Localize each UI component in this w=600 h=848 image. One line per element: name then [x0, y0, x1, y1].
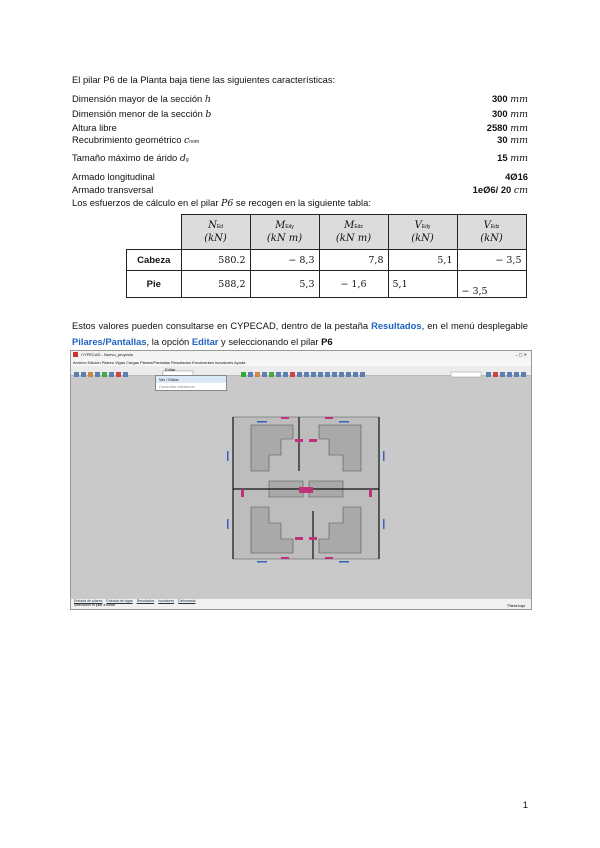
- status-text: Seleccione el pilar a editar: [74, 603, 116, 607]
- header-n-ed: NEd (kN): [181, 215, 250, 250]
- menu-item-consultar[interactable]: Consultar esfuerzos: [159, 384, 195, 389]
- window-controls[interactable]: – ▢ ✕: [515, 352, 527, 357]
- property-row: Altura libre 2580 mm: [72, 122, 528, 134]
- status-bar: [71, 599, 531, 609]
- intro-text: El pilar P6 de la Planta baja tiene las siguientes características:: [72, 74, 336, 85]
- table-row: [127, 250, 527, 271]
- dropdown-selected[interactable]: Editar: [165, 367, 176, 372]
- bottom-tabs[interactable]: Entrada de pilares Entrada de vigas Resultados Isovalores Deformada: [74, 599, 196, 603]
- row-label: Cabeza: [127, 250, 182, 271]
- table-cell: 588,2: [181, 271, 250, 298]
- table-cell: 5,1: [388, 250, 457, 271]
- header-m-edz: MEdz (kN m): [319, 215, 388, 250]
- status-right: Planta baja: [507, 604, 525, 608]
- property-row: Tamaño máximo de árido dg 15 mm: [72, 152, 528, 164]
- table-cell: − 1,6: [319, 271, 388, 298]
- forces-table: [126, 214, 527, 298]
- link-resultados: Resultados: [371, 320, 422, 331]
- instructions-paragraph: Estos valores pueden consultarse en CYPECAD, dentro de la pestaña Resultados, en el menú desplegable Pilares/Pantallas, la opción Editar y seleccionando el pilar P6: [72, 320, 529, 347]
- property-row: Armado transversal 1eØ6/ 20 cm: [72, 184, 528, 196]
- table-cell: − 3,5: [457, 271, 526, 298]
- header-v-edz: VEdz (kN): [457, 215, 526, 250]
- table-cell: 580.2: [181, 250, 250, 271]
- header-v-edy: VEdy (kN): [388, 215, 457, 250]
- app-icon: [73, 352, 78, 357]
- table-cell: − 3,5: [457, 250, 526, 271]
- toolbar[interactable]: [71, 366, 531, 376]
- table-row: [127, 271, 527, 298]
- table-header-row: [127, 215, 527, 250]
- menu-bar[interactable]: Archivo Edición Pilares Vigas Cargas Pilares/Pantallas Resultados Envolventes Isovalores Ayuda: [71, 359, 531, 366]
- link-editar: Editar: [191, 336, 219, 347]
- toolbar-icons[interactable]: [71, 370, 531, 379]
- window-titlebar: CYPECAD - Nuevo_proyecto – ▢ ✕: [71, 351, 531, 359]
- table-cell: 5,3: [250, 271, 319, 298]
- table-intro: Los esfuerzos de cálculo en el pilar P6 se recogen en la siguiente tabla:: [72, 197, 371, 209]
- property-row: Armado longitudinal 4Ø16: [72, 171, 528, 182]
- property-row: Dimensión mayor de la sección h 300 mm: [72, 93, 528, 105]
- page-number: 1: [522, 800, 528, 811]
- table-cell: 7,8: [319, 250, 388, 271]
- table-cell: 5,1: [388, 271, 457, 298]
- property-row: Dimensión menor de la sección b 300 mm: [72, 108, 528, 120]
- table-cell: − 8,3: [250, 250, 319, 271]
- cypecad-screenshot: [70, 350, 532, 610]
- header-m-edy: MEdy (kN m): [250, 215, 319, 250]
- row-label: Pie: [127, 271, 182, 298]
- menu-item-editar[interactable]: Ver / Editar: [156, 376, 226, 383]
- pilares-dropdown-menu[interactable]: [155, 375, 227, 391]
- link-pilares-pantallas: Pilares/Pantallas: [72, 336, 147, 347]
- table-corner: [127, 215, 182, 250]
- property-row: Recubrimiento geométrico cnom 30 mm: [72, 134, 528, 146]
- floor-plan-drawing[interactable]: [221, 411, 391, 569]
